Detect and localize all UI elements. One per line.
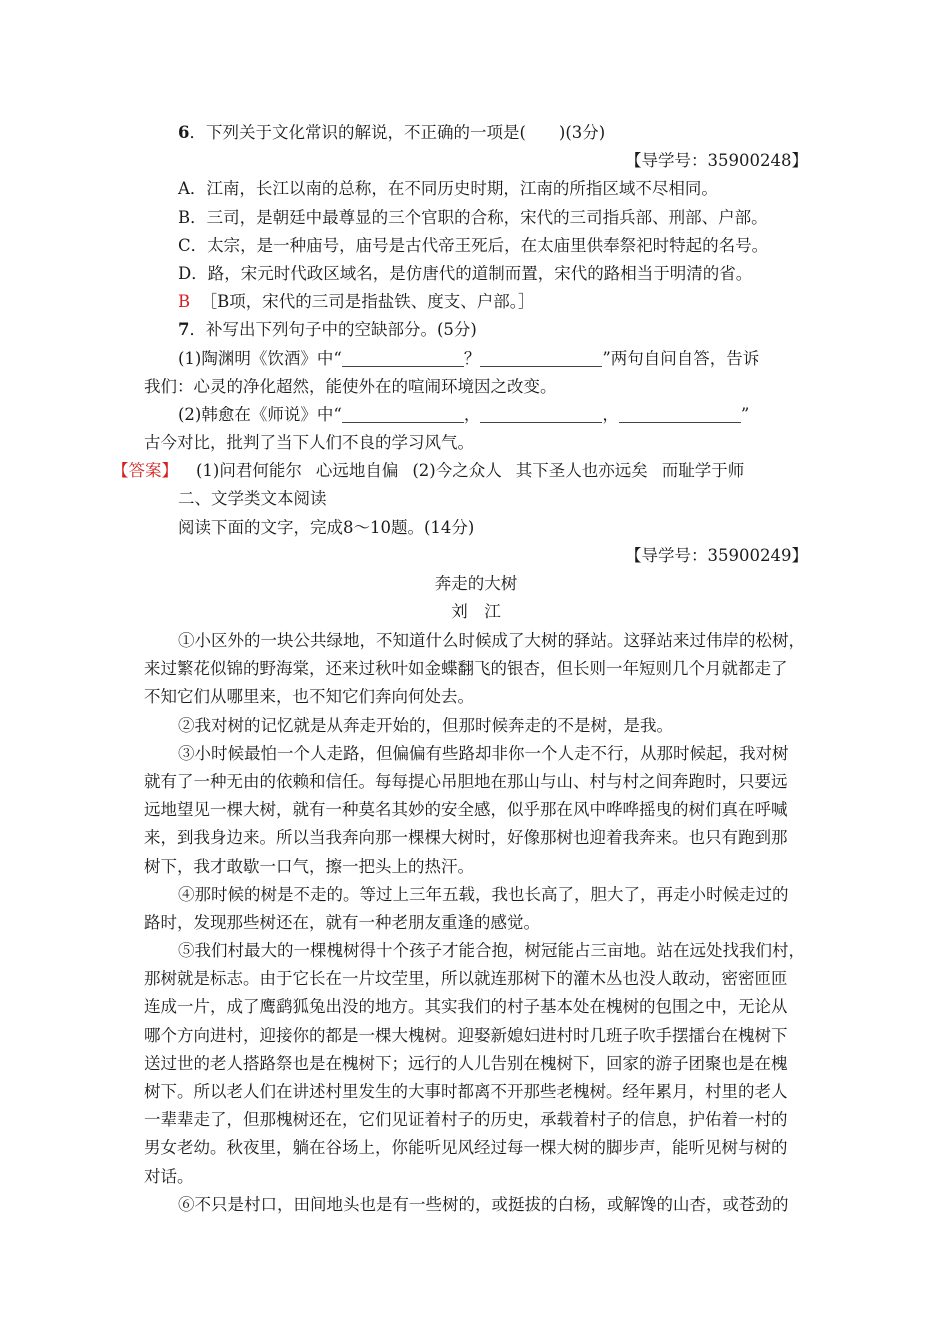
- article-line: 树下，我才敢歇一口气，擦一把头上的热汗。: [144, 856, 474, 876]
- fill-blank[interactable]: [342, 348, 464, 367]
- q6-ref-number: 【导学号：35900248】: [625, 151, 808, 171]
- fill-blank[interactable]: [480, 348, 602, 367]
- q7-comma: ，: [602, 404, 619, 424]
- q6-answer-explanation: ［B项，宋代的三司是指盐铁、度支、户部。］: [200, 292, 535, 312]
- article-title: 奔走的大树: [434, 574, 518, 593]
- fill-blank[interactable]: [342, 404, 464, 423]
- article-line: 来过繁花似锦的野海棠，还来过秋叶如金蝶翻飞的银杏，但长则一年短则几个月就都走了: [144, 659, 788, 679]
- article-author: 刘 江: [451, 602, 501, 622]
- q7-answer-4: 其下圣人也亦远矣: [515, 461, 648, 481]
- article-body: [144, 627, 808, 1219]
- article-line: ①小区外的一块公共绿地，不知道什么时候成了大树的驿站。这驿站来过伟岸的松树，: [178, 631, 805, 650]
- q6-number: 6: [178, 123, 190, 142]
- q7-part1-cont: 我们：心灵的净化超然，能使外在的喧闹环境因之改变。: [144, 376, 557, 396]
- section2-ref-number: 【导学号：35900249】: [625, 545, 808, 565]
- article-line: 一辈辈走了，但那槐树还在，它们见证着村子的历史，承载着村子的信息，护佑着一村的: [144, 1110, 788, 1130]
- q6-option-c: C．太宗，是一种庙号，庙号是古代帝王死后，在太庙里供奉祭祀时特起的名号。: [178, 235, 769, 255]
- q7-comma: ，: [463, 404, 481, 424]
- article-line: 对话。: [144, 1166, 194, 1186]
- q7-number: 7: [178, 320, 190, 340]
- q6-answer-letter: B: [178, 292, 191, 312]
- section2-instruction: 阅读下面的文字，完成8～10题。(14分): [178, 517, 475, 537]
- article-line: 来，到我身边来。所以当我奔向那一棵棵大树时，好像那树也迎着我奔来。也只有跑到那: [144, 828, 788, 848]
- q7-stem: [144, 316, 808, 344]
- q7-p1-suffix: ”两句自问自答，告诉: [602, 348, 760, 368]
- q7-p1-prefix: (1)陶渊明《饮酒》中“: [178, 348, 342, 368]
- q7-stem-text: ．补写出下列句子中的空缺部分。(5分): [189, 320, 477, 340]
- article-line: 连成一片，成了鹰鹞狐兔出没的地方。其实我们的村子基本处在槐树的包围之中，无论从: [144, 997, 788, 1017]
- article-line: 不知它们从哪里来，也不知它们奔向何处去。: [144, 687, 474, 707]
- q7-part2: [144, 401, 808, 429]
- q7-answer: [112, 457, 808, 485]
- q6-stem-text: ．下列关于文化常识的解说，不正确的一项是( )(3分): [189, 123, 606, 142]
- q7-answer-3: (2)今之众人: [412, 461, 502, 481]
- q7-p2-prefix: (2)韩愈在《师说》中“: [178, 404, 342, 424]
- article-line: ②我对树的记忆就是从奔走开始的，但那时候奔走的不是树，是我。: [178, 715, 673, 735]
- article-line: 男女老幼。秋夜里，躺在谷场上，你能听见风经过每一棵大树的脚步声，能听见树与树的: [144, 1138, 788, 1158]
- q7-p1-question-mark: ？: [463, 348, 481, 368]
- q6-option-d: D．路，宋元时代政区域名，是仿唐代的道制而置，宋代的路相当于明清的省。: [178, 263, 753, 283]
- q6-stem: [144, 119, 808, 147]
- article-line: ④那时候的树是不走的。等过上三年五载，我也长高了，胆大了，再走小时候走过的: [178, 884, 789, 904]
- fill-blank[interactable]: [480, 404, 602, 423]
- q7-part2-cont: 古今对比，批判了当下人们不良的学习风气。: [144, 433, 474, 453]
- article-line: 那树就是标志。由于它长在一片坟茔里，所以就连那树下的灌木丛也没人敢动，密密匝匝: [144, 969, 788, 989]
- q6-answer: [144, 288, 808, 316]
- q7-part1: [144, 345, 808, 373]
- article-line: ③小时候最怕一个人走路，但偏偏有些路却非你一个人走不行，从那时候起，我对树: [178, 743, 789, 763]
- article-line: 送过世的老人搭路祭也是在槐树下；远行的人儿告别在槐树下，回家的游子团聚也是在槐: [144, 1053, 788, 1073]
- q6-option-a: A．江南，长江以南的总称，在不同历史时期，江南的所指区域不尽相同。: [178, 179, 718, 199]
- article-line: 就有了一种无由的依赖和信任。每每提心吊胆地在那山与山、村与村之间奔跑时，只要远: [144, 771, 788, 791]
- article-line: 哪个方向进村，迎接你的都是一棵大槐树。迎娶新媳妇进村时几班子吹手摆擂台在槐树下: [144, 1025, 788, 1045]
- q7-answer-2: 心远地自偏: [315, 461, 399, 481]
- questions-section: [112, 119, 808, 626]
- q7-answer-1: (1)问君何能尔: [196, 461, 302, 481]
- article-line: 远地望见一棵大树，就有一种莫名其妙的安全感，似乎那在风中哗哗摇曳的树们真在呼喊: [144, 800, 788, 820]
- q6-option-b: B．三司，是朝廷中最尊显的三个官职的合称，宋代的三司指兵部、刑部、户部。: [178, 207, 768, 227]
- article-line: ⑤我们村最大的一棵槐树得十个孩子才能合抱，树冠能占三亩地。站在远处找我们村，: [178, 941, 805, 961]
- answer-tag: 【答案】: [112, 461, 178, 481]
- fill-blank[interactable]: [619, 404, 741, 423]
- article-line: 树下。所以老人们在讲述村里发生的大事时都离不开那些老槐树。经年累月，村里的老人: [144, 1082, 788, 1101]
- q7-answer-5: 而耻学于师: [661, 461, 745, 481]
- section2-heading: 二、文学类文本阅读: [178, 489, 327, 509]
- article-line: 路时，发现那些树还在，就有一种老朋友重逢的感觉。: [144, 912, 540, 932]
- article-line: ⑥不只是村口，田间地头也是有一些树的，或挺拔的白杨，或解馋的山杏，或苍劲的: [178, 1194, 789, 1214]
- q7-p2-suffix: ”: [740, 404, 750, 424]
